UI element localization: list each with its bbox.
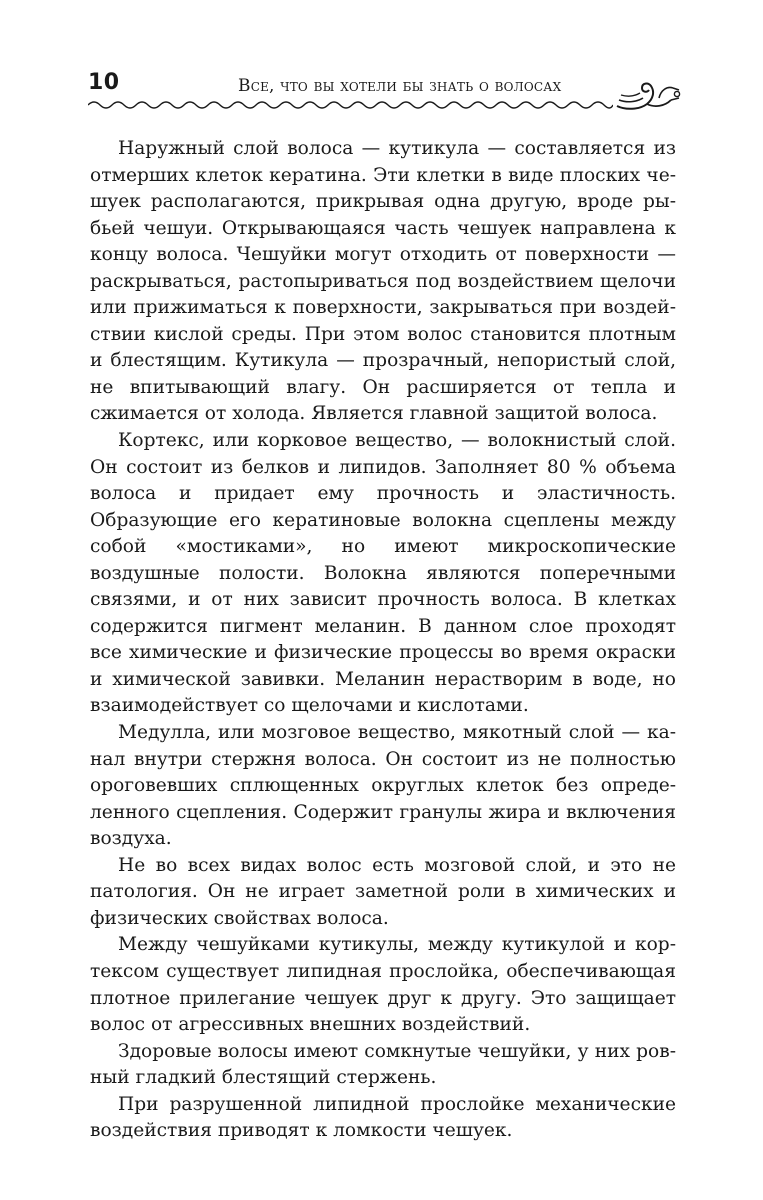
paragraph-medulla-note: Не во всех видах волос есть мозговой слой, и это не патология. Он не играет заметной роли в химических и физических свойствах волоса. — [90, 854, 676, 929]
running-title: Все, что вы хотели бы знать о волосах — [238, 76, 562, 96]
page-number: 10 — [88, 70, 120, 95]
paragraph-cortex: Кортекс, или корковое вещество, — волокнистый слой. Он состоит из белков и липидов. Заполняет 80 % объема волоса и придает ему прочность и эластичность. Образующие его кератиновые волокна сцеплены между собой «мостиками», но имеют микроскопические воздушные полости. Волокна являются поперечными связями, и от них зависит прочность волоса. В клетках содержится пигмент меланин. В данном слое проходят все химические и физические процессы во время окраски и химической завивки. Меланин нерастворим в воде, но взаимодействует со щелочами и кислотами. — [90, 430, 676, 717]
paragraph-cuticle: Наружный слой волоса — кутикула — составляется из отмерших клеток кератина. Эти клетки в виде плоских чешуек располагаются, прикрывая одна другую, вроде рыбьей чешуи. Открывающаяся часть чешуек направлена к концу волоса. Чешуйки могут отходить от поверхности — раскрываться, растопыриваться под воздействием щелочи или прижиматься к поверхности, закрываться при воздействии кислой среды. При этом волос становится плотным и блестящим. Кутикула — прозрачный, непористый слой, не впитывающий влагу. Он расширяется от тепла и сжимается от холода. Является главной защитой волоса. — [90, 138, 676, 425]
page-header — [88, 66, 682, 116]
paragraph-lipid-layer: Между чешуйками кутикулы, между кутикулой и кортексом существует липидная прослойка, обеспечивающая плотное прилегание чешуек друг к другу. Это защищает волос от агрессивных внешних воздействий. — [90, 934, 676, 1036]
body-text — [90, 136, 676, 1145]
wavy-rule-divider — [88, 98, 613, 112]
paragraph-healthy-hair: Здоровые волосы имеют сомкнутые чешуйки, у них ровный гладкий блестящий стержень. — [90, 1040, 676, 1089]
paragraph-medulla: Медулла, или мозговое вещество, мякотный слой — канал внутри стержня волоса. Он состоит из не полностью ороговевших сплющенных округлых клеток без определенного сцепления. Содержит гранулы жира и включения воздуха. — [90, 722, 676, 850]
paragraph-damaged-layer: При разрушенной липидной прослойке механические воздействия приводят к ломкости чешуек. — [90, 1093, 676, 1142]
swan-flourish-icon — [615, 76, 681, 116]
